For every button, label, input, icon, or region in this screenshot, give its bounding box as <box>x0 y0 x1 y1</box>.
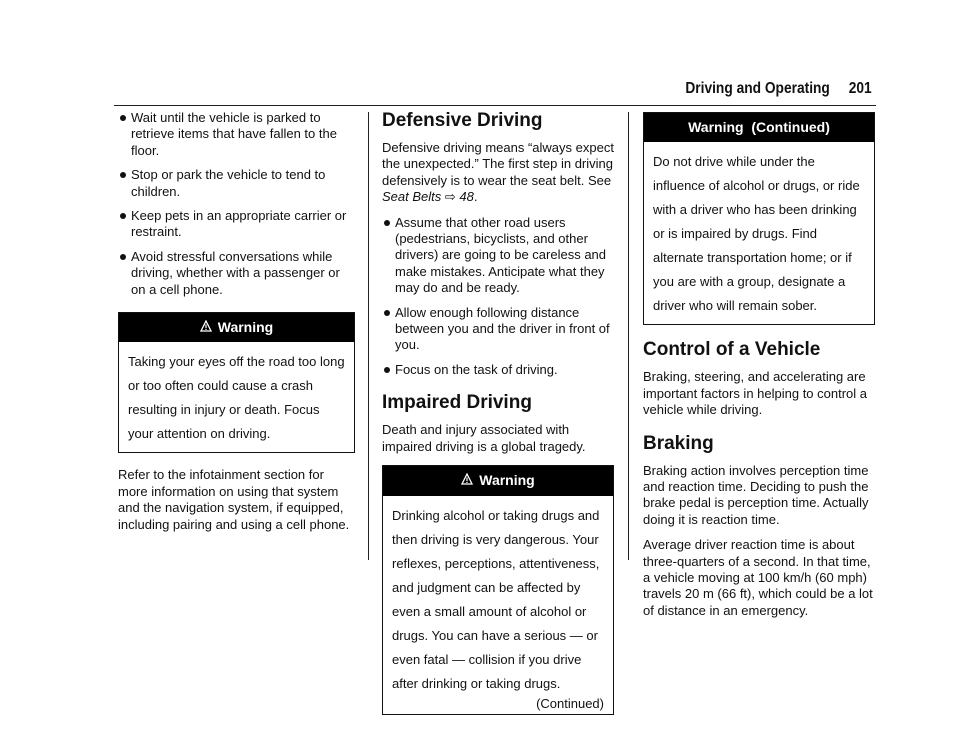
column-1 <box>118 110 355 542</box>
warning-title: Warning <box>217 319 274 336</box>
warning-box <box>382 465 614 714</box>
list-item: Focus on the task of driving. <box>382 362 614 378</box>
header-rule <box>114 105 876 106</box>
bullet-icon <box>120 254 126 260</box>
braking-para-2: Average driver reaction time is about three-quarters of a second. In that time, a vehicle moving at 100 km/h (60 mph) travels 20 m (66 ft), which could be a lot of distance in an emergency. <box>643 537 873 618</box>
column-divider-1 <box>368 112 369 560</box>
warning-header <box>383 466 613 495</box>
bullet-icon <box>120 213 126 219</box>
bullet-icon <box>120 115 126 121</box>
list-item: Keep pets in an appropriate carrier or restraint. <box>118 208 355 241</box>
seat-belts-page[interactable]: 48 <box>459 189 474 205</box>
control-para: Braking, steering, and accelerating are important factors in helping to control a vehicle while driving. <box>643 369 868 418</box>
bullet-list <box>118 110 355 298</box>
warning-header: Warning (Continued) <box>644 113 874 142</box>
heading-defensive-driving: Defensive Driving <box>382 110 543 131</box>
defensive-para: Defensive driving means “always expect the unexpected.” The first step in driving defensively is to wear the seat belt. See Seat Belts ⇨ 48. <box>382 140 614 205</box>
list-item: Assume that other road users (pedestrians, bicyclists, and other drivers) are going to be careless and make mistakes. Anticipate what they may do and be ready. <box>382 215 614 297</box>
bullet-icon <box>384 220 390 226</box>
warning-text: Taking your eyes off the road too long or too often could cause a crash resulting in injury or death. Focus your attention on driving. <box>128 354 345 442</box>
heading-impaired-driving: Impaired Driving <box>382 392 532 414</box>
heading-control-of-vehicle: Control of a Vehicle <box>643 339 821 361</box>
bullet-icon <box>120 172 126 178</box>
running-head <box>686 80 872 98</box>
seat-belts-link[interactable]: Seat Belts <box>382 189 442 205</box>
bullet-icon <box>384 367 390 373</box>
page-ref-arrow-icon: ⇨ <box>444 189 456 205</box>
braking-para-1: Braking action involves perception time and reaction time. Deciding to push the brake pedal is perception time. Actually doing it is reaction time. <box>643 462 869 527</box>
column-divider-2 <box>628 112 629 560</box>
bullet-list <box>382 215 614 379</box>
continued-label: (Continued) <box>536 695 604 711</box>
warning-box <box>118 312 355 453</box>
warning-text: Drinking alcohol or taking drugs and then driving is very dangerous. Your reflexes, perceptions, attentiveness, and judgment can be affected by even a small amount of alcohol or drugs. You can have a serious — or even fatal — collision if you drive after drinking or taking drugs. <box>392 507 600 691</box>
warning-header <box>119 313 354 342</box>
column-3 <box>643 110 875 628</box>
list-item: Avoid stressful conversations while driving, whether with a passenger or on a cell phone. <box>118 249 355 298</box>
warning-title: Warning <box>479 472 535 489</box>
warning-triangle-icon <box>200 319 212 335</box>
impaired-para: Death and injury associated with impaired driving is a global tragedy. <box>382 422 586 454</box>
list-item: Wait until the vehicle is parked to retrieve items that have fallen to the floor. <box>118 110 355 159</box>
warning-box <box>643 112 875 325</box>
bullet-icon <box>384 310 390 316</box>
column-2 <box>382 110 614 729</box>
section-title: Driving and Operating <box>685 80 831 97</box>
page-number: 201 <box>849 80 872 97</box>
list-item: Stop or park the vehicle to tend to children. <box>118 167 355 200</box>
infotainment-para: Refer to the infotainment section for more information on using that system and the navigation system, if equipped, including pairing and using a cell phone. <box>118 467 350 532</box>
warning-triangle-icon <box>461 472 473 488</box>
warning-text: Do not drive while under the influence of alcohol or drugs, or ride with a driver who has been drinking or is impaired by drugs. Find alternate transportation home; or if you are with a group, designate a driver who will remain sober. <box>653 154 860 314</box>
list-item: Allow enough following distance between you and the driver in front of you. <box>382 305 614 354</box>
heading-braking: Braking <box>643 432 714 454</box>
